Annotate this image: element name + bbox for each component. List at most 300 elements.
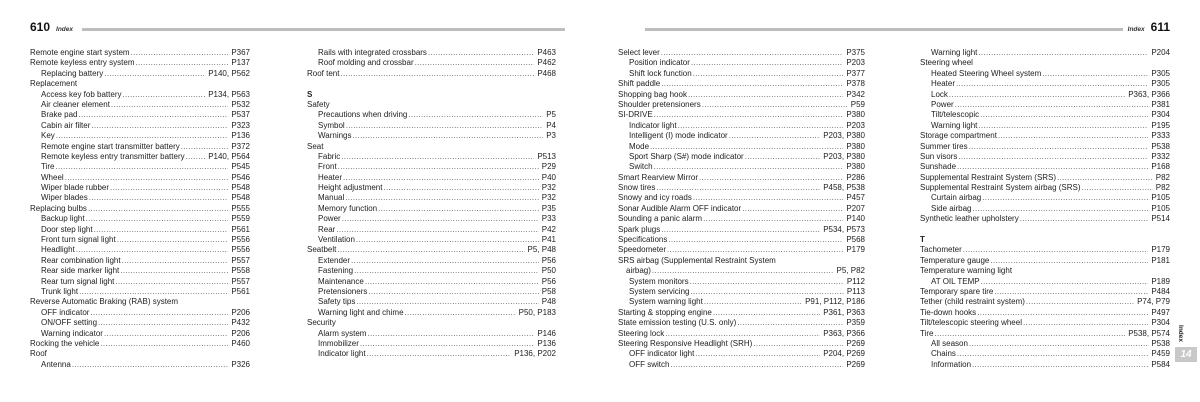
- index-subentry: [307, 297, 556, 307]
- entry-term: Alarm system: [318, 328, 367, 338]
- page-reference[interactable]: P513: [537, 151, 556, 161]
- entry-term: Antenna: [41, 359, 71, 369]
- index-entry: [618, 225, 865, 235]
- dot-leader: [934, 329, 1125, 339]
- entry-term: Storage compartment: [920, 131, 997, 141]
- page-reference[interactable]: P538, P574: [1128, 328, 1170, 338]
- index-subentry: [30, 183, 250, 193]
- entry-term: Power: [318, 214, 341, 224]
- page-reference[interactable]: P375: [846, 48, 865, 57]
- page-reference[interactable]: P556: [231, 235, 250, 245]
- page-reference[interactable]: P3: [546, 131, 556, 141]
- page-reference[interactable]: P50: [541, 266, 556, 276]
- entry-term: Heater: [931, 79, 956, 89]
- entry-term: Sun visors: [920, 151, 958, 161]
- page-reference[interactable]: P561: [231, 224, 250, 234]
- page-reference[interactable]: P305: [1151, 79, 1170, 89]
- page-reference[interactable]: P5, P82: [836, 266, 865, 276]
- entry-term: Roof tent: [307, 68, 340, 78]
- index-entry: [920, 287, 1170, 297]
- dot-leader: [742, 204, 843, 214]
- page-title: Index: [1127, 26, 1145, 33]
- index-subentry: [920, 48, 1170, 58]
- entry-term: Warning light: [931, 120, 978, 130]
- dot-leader: [957, 349, 1148, 359]
- dot-leader: [104, 69, 205, 79]
- dot-leader: [337, 245, 524, 255]
- page-reference[interactable]: P458, P538: [823, 183, 865, 193]
- page-reference[interactable]: P380: [846, 141, 865, 151]
- page-reference[interactable]: P82: [1155, 172, 1170, 182]
- page-reference[interactable]: P140, P564: [208, 151, 250, 161]
- page-reference[interactable]: P56: [541, 255, 556, 265]
- dot-leader: [652, 266, 834, 276]
- entry-term: Sunshade: [920, 162, 957, 172]
- index-entry: [30, 48, 250, 58]
- entry-term: System servicing: [629, 286, 690, 296]
- index-subentry: [618, 121, 865, 131]
- page-reference[interactable]: P105: [1151, 193, 1170, 203]
- dot-leader: [668, 235, 843, 245]
- entry-term: Front: [318, 162, 337, 172]
- page-reference[interactable]: P558: [231, 266, 250, 276]
- entry-term: Lock: [931, 89, 948, 99]
- entry-term: Steering wheel: [920, 58, 973, 68]
- page-reference[interactable]: P556: [231, 245, 250, 255]
- index-subentry: [307, 48, 556, 58]
- entry-term: Replacing bulbs: [30, 203, 87, 213]
- index-entry: [618, 266, 865, 276]
- index-subentry: [307, 152, 556, 162]
- index-subentry: [307, 110, 556, 120]
- page-reference[interactable]: P59: [850, 99, 865, 109]
- entry-term: Air cleaner element: [41, 99, 110, 109]
- index-entry: [30, 79, 250, 89]
- index-entry: [618, 48, 865, 58]
- chapter-tab-label: Index: [1176, 325, 1184, 342]
- header-rule: [82, 28, 565, 31]
- entry-term: Temporary spare tire: [920, 286, 994, 296]
- chapter-tab[interactable]: 14: [1175, 347, 1197, 362]
- dot-leader: [949, 90, 1125, 100]
- entry-term: Indicator light: [318, 349, 366, 359]
- page-reference[interactable]: P203: [846, 120, 865, 130]
- page-reference[interactable]: P41: [541, 235, 556, 245]
- dot-leader: [713, 308, 820, 318]
- page-reference[interactable]: P5: [546, 110, 556, 120]
- dot-leader: [972, 204, 1148, 214]
- index-entry: [920, 256, 1170, 266]
- page-reference[interactable]: P140, P562: [208, 68, 250, 78]
- dot-leader: [338, 162, 539, 172]
- index-subentry: [618, 349, 865, 359]
- page-reference[interactable]: P40: [541, 172, 556, 182]
- index-subentry: [30, 225, 250, 235]
- page-title: Index: [56, 26, 74, 33]
- page-reference[interactable]: P584: [1151, 359, 1170, 369]
- dot-leader: [1082, 183, 1153, 193]
- index-entry: [618, 79, 865, 89]
- entry-term: SRS airbag (Supplemental Restraint System: [618, 255, 776, 265]
- entry-term: Height adjustment: [318, 183, 383, 193]
- page-reference[interactable]: P361, P363: [823, 307, 865, 317]
- entry-term: Roof molding and crossbar: [318, 58, 414, 68]
- index-subentry: [920, 193, 1170, 203]
- index-entry: [920, 183, 1170, 193]
- page-reference[interactable]: P286: [846, 172, 865, 182]
- page-reference[interactable]: P112: [846, 276, 865, 286]
- index-column: [307, 48, 556, 360]
- page-reference[interactable]: P181: [1151, 255, 1170, 265]
- page-reference[interactable]: P179: [846, 245, 865, 255]
- entry-term: Position indicator: [629, 58, 690, 68]
- index-entry: [30, 204, 250, 214]
- page-reference[interactable]: P50, P183: [518, 307, 556, 317]
- page-reference[interactable]: P206: [231, 328, 250, 338]
- index-subentry: [307, 329, 556, 339]
- entry-term: Curtain airbag: [931, 193, 982, 203]
- page-reference[interactable]: P58: [541, 286, 556, 296]
- page-reference[interactable]: P42: [541, 224, 556, 234]
- index-entry: [920, 58, 1170, 68]
- entry-term: Wiper blades: [41, 193, 88, 203]
- page-reference[interactable]: P206: [231, 307, 250, 317]
- page-reference[interactable]: P323: [231, 120, 250, 130]
- page-reference[interactable]: P367: [231, 48, 250, 57]
- dot-leader: [699, 173, 843, 183]
- index-entry: [307, 318, 556, 328]
- page-reference[interactable]: P559: [231, 214, 250, 224]
- page-reference[interactable]: P462: [537, 58, 556, 68]
- entry-term: Tilt/telescopic steering wheel: [920, 318, 1022, 328]
- entry-term: Wheel: [41, 172, 64, 182]
- index-subentry: [920, 277, 1170, 287]
- dot-leader: [56, 131, 229, 141]
- dot-leader: [670, 360, 843, 370]
- page-reference[interactable]: P113: [846, 286, 865, 296]
- page-reference[interactable]: P557: [231, 276, 250, 286]
- dot-leader: [79, 287, 228, 297]
- dot-leader: [693, 193, 843, 203]
- entry-term: Access key fob battery: [41, 89, 122, 99]
- page-reference[interactable]: P91, P112, P186: [805, 297, 865, 307]
- index-subentry: [618, 297, 865, 307]
- entry-term: Ventilation: [318, 235, 355, 245]
- dot-leader: [693, 69, 844, 79]
- page-reference[interactable]: P332: [1151, 151, 1170, 161]
- index-entry: [618, 214, 865, 224]
- page-reference[interactable]: P380: [846, 162, 865, 172]
- index-subentry: [618, 287, 865, 297]
- dot-leader: [100, 339, 228, 349]
- page-reference[interactable]: P137: [231, 58, 250, 68]
- dot-leader: [955, 100, 1149, 110]
- dot-leader: [1057, 173, 1153, 183]
- page-reference[interactable]: P378: [846, 79, 865, 89]
- page-reference[interactable]: P195: [1151, 120, 1170, 130]
- entry-term: All season: [931, 338, 968, 348]
- entry-term: airbag): [626, 266, 651, 276]
- index-subentry: [307, 193, 556, 203]
- dot-leader: [367, 349, 512, 359]
- index-subentry: [920, 360, 1170, 370]
- dot-leader: [981, 277, 1149, 287]
- page-reference[interactable]: P546: [231, 172, 250, 182]
- page-reference[interactable]: P204: [1151, 48, 1170, 57]
- entry-term: Indicator light: [629, 120, 677, 130]
- page-reference[interactable]: P342: [846, 89, 865, 99]
- entry-term: Remote keyless entry system: [30, 58, 135, 68]
- dot-leader: [1023, 318, 1148, 328]
- index-subentry: [618, 277, 865, 287]
- page-reference[interactable]: P561: [231, 286, 250, 296]
- page-reference[interactable]: P33: [541, 214, 556, 224]
- page-reference[interactable]: P5, P48: [527, 245, 556, 255]
- dot-leader: [990, 256, 1148, 266]
- entry-term: Backup light: [41, 214, 85, 224]
- entry-term: Headlight: [41, 245, 75, 255]
- entry-term: Remote engine start system: [30, 48, 130, 57]
- entry-term: AT OIL TEMP: [931, 276, 980, 286]
- page-reference[interactable]: P32: [541, 193, 556, 203]
- entry-term: Temperature warning light: [920, 266, 1013, 276]
- page-reference[interactable]: P568: [846, 235, 865, 245]
- page-reference[interactable]: P514: [1151, 214, 1170, 224]
- page-reference[interactable]: P269: [846, 338, 865, 348]
- page-reference[interactable]: P555: [231, 203, 250, 213]
- index-entry: [920, 214, 1170, 224]
- index-entry: [618, 100, 865, 110]
- entry-term: Power: [931, 99, 954, 109]
- dot-leader: [356, 235, 539, 245]
- dot-leader: [341, 152, 534, 162]
- index-subentry: [307, 308, 556, 318]
- page-reference[interactable]: P380: [846, 110, 865, 120]
- entry-term: Warning light: [931, 48, 978, 57]
- index-entry: [920, 245, 1170, 255]
- page-reference[interactable]: P484: [1151, 286, 1170, 296]
- entry-term: Intelligent (I) mode indicator: [629, 131, 728, 141]
- index-entry: [618, 183, 865, 193]
- dot-leader: [122, 256, 229, 266]
- page-reference[interactable]: P304: [1151, 318, 1170, 328]
- entry-term: Key: [41, 131, 55, 141]
- dot-leader: [690, 287, 843, 297]
- page-reference[interactable]: P136: [537, 338, 556, 348]
- page-reference[interactable]: P557: [231, 255, 250, 265]
- page-reference[interactable]: P136, P202: [514, 349, 556, 359]
- page-reference[interactable]: P269: [846, 359, 865, 369]
- entry-term: Symbol: [318, 120, 345, 130]
- page-reference[interactable]: P363, P366: [1128, 89, 1170, 99]
- page-reference[interactable]: P326: [231, 359, 250, 369]
- dot-leader: [650, 142, 843, 152]
- dot-leader: [378, 204, 539, 214]
- dot-leader: [91, 121, 228, 131]
- dot-leader: [104, 329, 228, 339]
- dot-leader: [368, 287, 538, 297]
- index-subentry: [920, 110, 1170, 120]
- dot-leader: [994, 287, 1148, 297]
- page-reference[interactable]: P497: [1151, 307, 1170, 317]
- page-reference[interactable]: P82: [1155, 183, 1170, 193]
- entry-term: Heater: [318, 172, 343, 182]
- entry-term: Tether (child restraint system): [920, 297, 1025, 307]
- page-reference[interactable]: P532: [231, 99, 250, 109]
- dot-leader: [88, 204, 228, 214]
- entry-term: Rear: [318, 224, 336, 234]
- index-subentry: [30, 110, 250, 120]
- index-subentry: [618, 142, 865, 152]
- index-entry: [920, 152, 1170, 162]
- dot-leader: [661, 225, 820, 235]
- index-subentry: [307, 214, 556, 224]
- page-reference[interactable]: P146: [537, 328, 556, 338]
- page-reference[interactable]: P333: [1151, 131, 1170, 141]
- entry-term: Remote keyless entry transmitter battery: [41, 151, 185, 161]
- entry-term: Warnings: [318, 131, 352, 141]
- page-reference[interactable]: P432: [231, 318, 250, 328]
- page-reference[interactable]: P460: [231, 338, 250, 348]
- dot-leader: [55, 162, 228, 172]
- entry-term: OFF switch: [629, 359, 670, 369]
- dot-leader: [654, 110, 844, 120]
- page-reference[interactable]: P359: [846, 318, 865, 328]
- index-subentry: [618, 131, 865, 141]
- dot-leader: [367, 329, 534, 339]
- page-reference[interactable]: P134, P563: [208, 89, 250, 99]
- page-reference[interactable]: P372: [231, 141, 250, 151]
- index-subentry: [30, 329, 250, 339]
- entry-term: Rails with integrated crossbars: [318, 48, 427, 57]
- entry-term: Summer tires: [920, 141, 968, 151]
- entry-term: Fastening: [318, 266, 354, 276]
- index-entry: [618, 193, 865, 203]
- index-subentry: [307, 277, 556, 287]
- entry-term: Seatbelt: [307, 245, 337, 255]
- entry-term: Sounding a panic alarm: [618, 214, 703, 224]
- page-reference[interactable]: P468: [537, 68, 556, 78]
- page-reference[interactable]: P305: [1151, 68, 1170, 78]
- page-reference[interactable]: P56: [541, 276, 556, 286]
- page-reference[interactable]: P548: [231, 193, 250, 203]
- entry-term: Replacement: [30, 79, 78, 89]
- entry-term: OFF indicator: [41, 307, 90, 317]
- index-entry: [307, 69, 556, 79]
- page-reference[interactable]: P457: [846, 193, 865, 203]
- dot-leader: [690, 277, 844, 287]
- index-entry: [920, 131, 1170, 141]
- index-entry: [618, 318, 865, 328]
- index-subentry: [30, 245, 250, 255]
- dot-leader: [336, 225, 538, 235]
- page-reference[interactable]: P534, P573: [823, 224, 865, 234]
- entry-term: Immobilizer: [318, 338, 359, 348]
- entry-term: Manual: [318, 193, 345, 203]
- index-subentry: [920, 121, 1170, 131]
- entry-term: System warning light: [629, 297, 703, 307]
- page-reference[interactable]: P538: [1151, 141, 1170, 151]
- dot-leader: [977, 308, 1148, 318]
- index-subentry: [920, 100, 1170, 110]
- page-reference[interactable]: P140: [846, 214, 865, 224]
- index-subentry: [30, 131, 250, 141]
- page-reference[interactable]: P74, P79: [1137, 297, 1170, 307]
- index-subentry: [307, 121, 556, 131]
- page-reference[interactable]: P537: [231, 110, 250, 120]
- dot-leader: [408, 110, 543, 120]
- dot-leader: [405, 308, 516, 318]
- index-subentry: [307, 266, 556, 276]
- page-reference[interactable]: P35: [541, 203, 556, 213]
- page-reference[interactable]: P548: [231, 183, 250, 193]
- index-entry: [618, 308, 865, 318]
- entry-term: Tilt/telescopic: [931, 110, 980, 120]
- entry-term: Shift lock function: [629, 68, 692, 78]
- entry-term: Sonar Audible Alarm OFF indicator: [618, 203, 742, 213]
- page-reference[interactable]: P179: [1151, 245, 1170, 255]
- page-reference[interactable]: P538: [1151, 338, 1170, 348]
- dot-leader: [737, 318, 843, 328]
- dot-leader: [365, 277, 539, 287]
- entry-term: Spark plugs: [618, 224, 661, 234]
- page-reference[interactable]: P203, P380: [823, 131, 865, 141]
- entry-term: Temperature gauge: [920, 255, 990, 265]
- index-subentry: [30, 287, 250, 297]
- page-reference[interactable]: P4: [546, 120, 556, 130]
- entry-term: Warning light and chime: [318, 307, 404, 317]
- page-reference[interactable]: P203: [846, 58, 865, 68]
- page-reference[interactable]: P136: [231, 131, 250, 141]
- index-subentry: [30, 308, 250, 318]
- page-reference[interactable]: P377: [846, 68, 865, 78]
- page-reference[interactable]: P32: [541, 183, 556, 193]
- page-reference[interactable]: P363, P366: [823, 328, 865, 338]
- page-reference[interactable]: P545: [231, 162, 250, 172]
- dot-leader: [72, 360, 229, 370]
- index-entry: [618, 204, 865, 214]
- index-subentry: [307, 173, 556, 183]
- page-reference[interactable]: P463: [537, 48, 556, 57]
- dot-leader: [181, 142, 229, 152]
- dot-leader: [89, 193, 229, 203]
- page-reference[interactable]: P29: [541, 162, 556, 172]
- index-entry: [920, 142, 1170, 152]
- dot-leader: [702, 100, 848, 110]
- page-reference[interactable]: P459: [1151, 349, 1170, 359]
- dot-leader: [122, 90, 205, 100]
- index-subentry: [307, 162, 556, 172]
- page-reference[interactable]: P189: [1151, 276, 1170, 286]
- entry-term: Tie-down hooks: [920, 307, 977, 317]
- page-reference[interactable]: P304: [1151, 110, 1170, 120]
- section-letter: S: [307, 89, 313, 99]
- page-reference[interactable]: P381: [1151, 99, 1170, 109]
- page-reference[interactable]: P168: [1151, 162, 1170, 172]
- dot-leader: [665, 329, 820, 339]
- page-reference[interactable]: P105: [1151, 203, 1170, 213]
- entry-term: Sport Sharp (S#) mode indicator: [629, 151, 744, 161]
- dot-leader: [688, 90, 843, 100]
- entry-term: Shift paddle: [618, 79, 661, 89]
- page-reference[interactable]: P203, P380: [823, 151, 865, 161]
- page-reference[interactable]: P204, P269: [823, 349, 865, 359]
- entry-term: Synthetic leather upholstery: [920, 214, 1019, 224]
- entry-term: Brake pad: [41, 110, 78, 120]
- page-reference[interactable]: P207: [846, 203, 865, 213]
- index-entry: [920, 308, 1170, 318]
- page-reference[interactable]: P48: [541, 297, 556, 307]
